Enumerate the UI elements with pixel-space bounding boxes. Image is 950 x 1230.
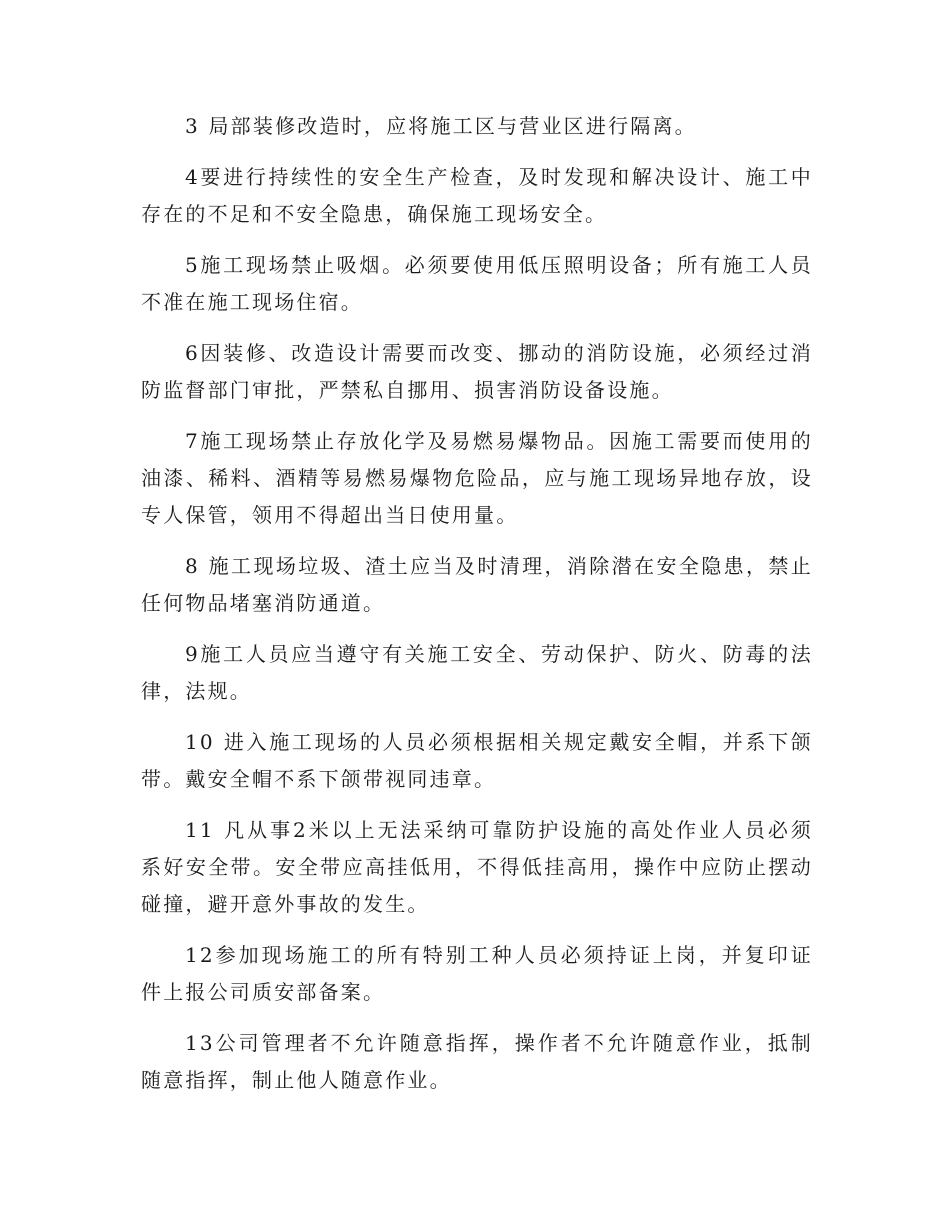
paragraph-item-8: 8 施工现场垃圾、渣土应当及时清理，消除潜在安全隐患，禁止任何物品堵塞消防通道。 bbox=[141, 554, 813, 615]
paragraph-item-7: 7施工现场禁止存放化学及易燃易爆物品。因施工需要而使用的油漆、稀料、酒精等易燃易爆物危险品，应与施工现场异地存放，设专人保管，领用不得超出当日使用量。 bbox=[141, 429, 813, 527]
paragraph-item-12: 12参加现场施工的所有特别工种人员必须持证上岗，并复印证件上报公司质安部备案。 bbox=[141, 943, 813, 1004]
paragraph-item-9: 9施工人员应当遵守有关施工安全、劳动保护、防火、防毒的法律，法规。 bbox=[141, 642, 813, 703]
paragraph-item-4: 4要进行持续性的安全生产检查，及时发现和解决设计、施工中存在的不足和不安全隐患，确保施工现场安全。 bbox=[141, 165, 813, 226]
paragraph-item-11: 11 凡从事2米以上无法采纳可靠防护设施的高处作业人员必须系好安全带。安全带应高挂低用，不得低挂高用，操作中应防止摆动碰撞，避开意外事故的发生。 bbox=[141, 818, 813, 916]
paragraph-item-6: 6因装修、改造设计需要而改变、挪动的消防设施，必须经过消防监督部门审批，严禁私自挪用、损害消防设备设施。 bbox=[141, 341, 813, 402]
document-body bbox=[141, 108, 813, 1113]
paragraph-item-3: 3 局部装修改造时，应将施工区与营业区进行隔离。 bbox=[185, 114, 697, 138]
paragraph-item-13: 13公司管理者不允许随意指挥，操作者不允许随意作业，抵制随意指挥，制止他人随意作业。 bbox=[141, 1031, 813, 1092]
paragraph-item-10: 10 进入施工现场的人员必须根据相关规定戴安全帽，并系下颌带。戴安全帽不系下颌带视同违章。 bbox=[141, 730, 813, 791]
paragraph-item-5: 5施工现场禁止吸烟。必须要使用低压照明设备；所有施工人员不准在施工现场住宿。 bbox=[141, 253, 813, 314]
